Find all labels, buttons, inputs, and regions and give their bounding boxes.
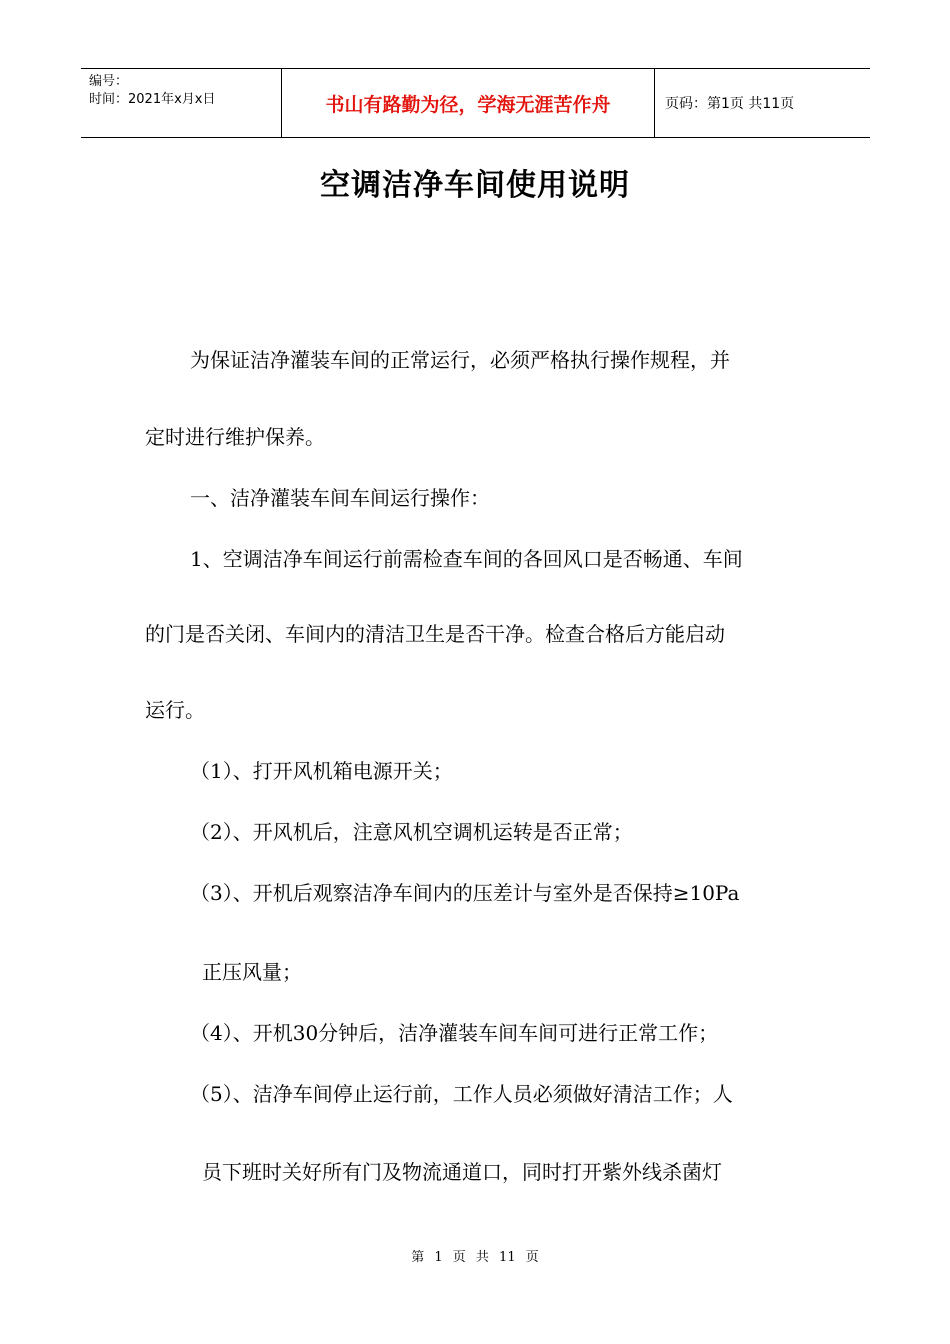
body-line: 定时进行维护保养。 [145,425,325,449]
document-number-label: 编号： [89,74,129,89]
body-line: 1、空调洁净车间运行前需检查车间的各回风口是否畅通、车间 [190,547,743,571]
list-item: （3）、开机后观察洁净车间内的压差计与室外是否保持≥10Pa [190,881,740,905]
body-line: 为保证洁净灌装车间的正常运行，必须严格执行操作规程，并 [190,348,730,372]
list-item: （5）、洁净车间停止运行前，工作人员必须做好清洁工作；人 [190,1082,733,1106]
list-item: （2）、开风机后，注意风机空调机运转是否正常； [190,820,633,844]
header-motto: 书山有路勤为径，学海无涯苦作舟 [282,69,655,137]
body-line: 的门是否关闭、车间内的清洁卫生是否干净。检查合格后方能启动 [145,622,725,646]
header-meta-cell [81,69,282,137]
page-footer: 第 1 页 共 11 页 [411,1250,539,1265]
section-heading: 一、洁净灌装车间车间运行操作： [190,486,490,510]
document-time-label: 时间：2021年x月x日 [89,92,216,107]
header-page-info: 页码：第1页 共11页 [665,96,795,112]
document-header [81,68,870,138]
list-item: （1）、打开风机箱电源开关； [190,759,453,783]
list-item-continuation: 正压风量； [202,960,302,984]
list-item: （4）、开机30分钟后，洁净灌装车间车间可进行正常工作； [190,1021,719,1045]
list-item-continuation: 员下班时关好所有门及物流通道口，同时打开紫外线杀菌灯 [202,1160,722,1184]
body-line: 运行。 [145,698,205,722]
document-title: 空调洁净车间使用说明 [320,168,630,203]
